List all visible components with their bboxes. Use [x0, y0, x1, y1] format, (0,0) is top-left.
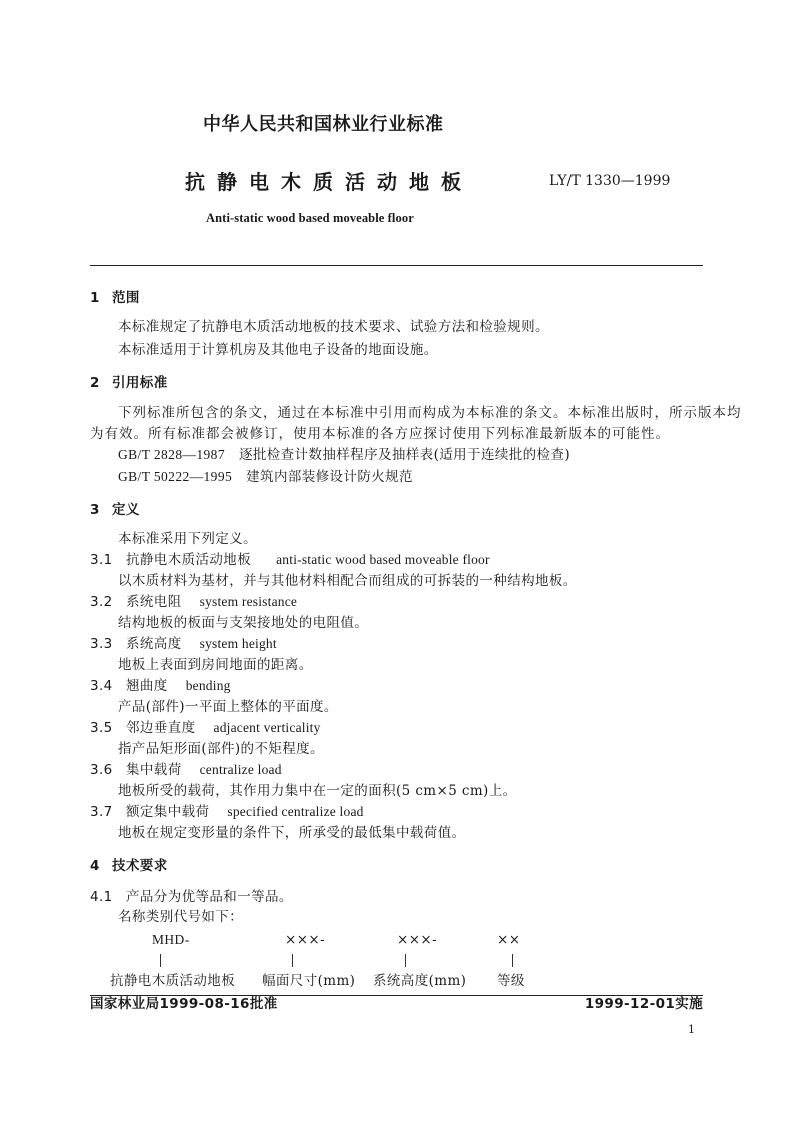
agency-standard-title: 中华人民共和国林业行业标准 [203, 114, 444, 135]
paragraph: 为有效。所有标准都会被修订，使用本标准的各方应探讨使用下列标准最新版本的可能性。 [90, 426, 670, 442]
code-connector-line [405, 954, 406, 967]
term-english: system height [199, 636, 277, 651]
paragraph: 本标准采用下列定义。 [118, 531, 257, 547]
clause-number: 3.1 [90, 552, 113, 568]
code-part-label: 幅面尺寸(mm) [262, 973, 356, 989]
code-connector-line [512, 954, 513, 967]
section-title: 技术要求 [112, 858, 168, 874]
term-english: anti-static wood based moveable floor [276, 552, 490, 567]
section-number: 4 [90, 858, 100, 874]
code-connector-line [160, 954, 161, 967]
term-definition: 结构地板的板面与支架接地处的电阻值。 [118, 615, 369, 631]
code-part: MHD- [152, 932, 190, 947]
term-name: 邻边垂直度 [126, 720, 196, 736]
term-name: 抗静电木质活动地板 [126, 552, 252, 568]
clause-number: 3.4 [90, 678, 113, 694]
term-definition: 地板上表面到房间地面的距离。 [118, 657, 313, 673]
approval-note: 国家林业局1999-08-16批准 [90, 996, 278, 1012]
reference-code: GB/T 50222—1995 [118, 469, 233, 484]
english-title: Anti-static wood based moveable floor [206, 211, 414, 225]
code-intro: 名称类别代号如下： [118, 909, 244, 925]
reference-title: 逐批检查计数抽样程序及抽样表(适用于连续批的检查) [238, 447, 571, 463]
section-4-heading [90, 858, 168, 874]
term-name: 系统电阻 [126, 594, 182, 610]
clause-number: 3.5 [90, 720, 113, 736]
document-title: 抗静电木质活动地板 [185, 170, 473, 194]
clause-number: 3.6 [90, 762, 113, 778]
code-part-label: 系统高度(mm) [373, 973, 467, 989]
term-definition: 地板在规定变形量的条件下，所承受的最低集中载荷值。 [118, 825, 466, 841]
section-title: 定义 [112, 502, 140, 518]
term-name: 集中载荷 [126, 762, 182, 778]
clause-text: 产品分为优等品和一等品。 [126, 889, 293, 905]
term-definition: 产品(部件)一平面上整体的平面度。 [118, 699, 338, 715]
clause-number: 3.7 [90, 804, 113, 820]
term-english: centralize load [199, 762, 282, 777]
clause-number: 3.3 [90, 636, 113, 652]
paragraph: 下列标准所包含的条文，通过在本标准中引用而构成为本标准的条文。本标准出版时，所示版本均 [118, 405, 742, 421]
term-line [90, 804, 364, 820]
section-title: 范围 [112, 290, 140, 306]
term-name: 系统高度 [126, 636, 182, 652]
section-title: 引用标准 [112, 375, 168, 391]
header-divider [90, 265, 703, 266]
implementation-date: 1999-12-01实施 [584, 996, 703, 1012]
term-line [90, 594, 297, 610]
reference-title: 建筑内部装修设计防火规范 [246, 469, 413, 485]
paragraph: 本标准规定了抗静电木质活动地板的技术要求、试验方法和检验规则。 [118, 319, 549, 335]
term-line [90, 720, 321, 736]
clause-number: 4.1 [90, 889, 113, 905]
term-definition: 地板所受的载荷，其作用力集中在一定的面积(5 cm×5 cm)上。 [118, 783, 517, 799]
term-english: adjacent verticality [213, 720, 321, 735]
reference-item [118, 469, 413, 485]
code-part: ×××- [285, 932, 326, 948]
term-english: specified centralize load [227, 804, 364, 819]
code-part: ×××- [397, 932, 438, 948]
term-line [90, 636, 277, 652]
section-number: 1 [90, 290, 100, 306]
reference-item [118, 447, 570, 463]
term-line [90, 678, 231, 694]
term-definition: 指产品矩形面(部件)的不矩程度。 [118, 741, 324, 757]
term-english: system resistance [199, 594, 298, 609]
term-name: 额定集中载荷 [126, 804, 210, 820]
paragraph: 本标准适用于计算机房及其他电子设备的地面设施。 [118, 342, 438, 358]
term-definition: 以木质材料为基材，并与其他材料相配合而组成的可拆装的一种结构地板。 [118, 573, 577, 589]
section-number: 2 [90, 375, 100, 391]
code-part: ×× [497, 932, 521, 948]
clause-number: 3.2 [90, 594, 113, 610]
term-name: 翘曲度 [126, 678, 168, 694]
code-part-label: 等级 [497, 973, 525, 989]
term-line [90, 552, 490, 568]
standard-code: LY/T 1330—1999 [549, 173, 671, 189]
page-number: 1 [688, 1023, 696, 1036]
reference-code: GB/T 2828—1987 [118, 447, 225, 462]
section-number: 3 [90, 502, 100, 518]
term-line [90, 762, 282, 778]
code-connector-line [292, 954, 293, 967]
term-english: bending [185, 678, 231, 693]
code-part-label: 抗静电木质活动地板 [110, 973, 236, 989]
section-3-heading [90, 502, 140, 518]
clause-line [90, 889, 293, 905]
section-2-heading [90, 375, 168, 391]
section-1-heading [90, 290, 140, 306]
